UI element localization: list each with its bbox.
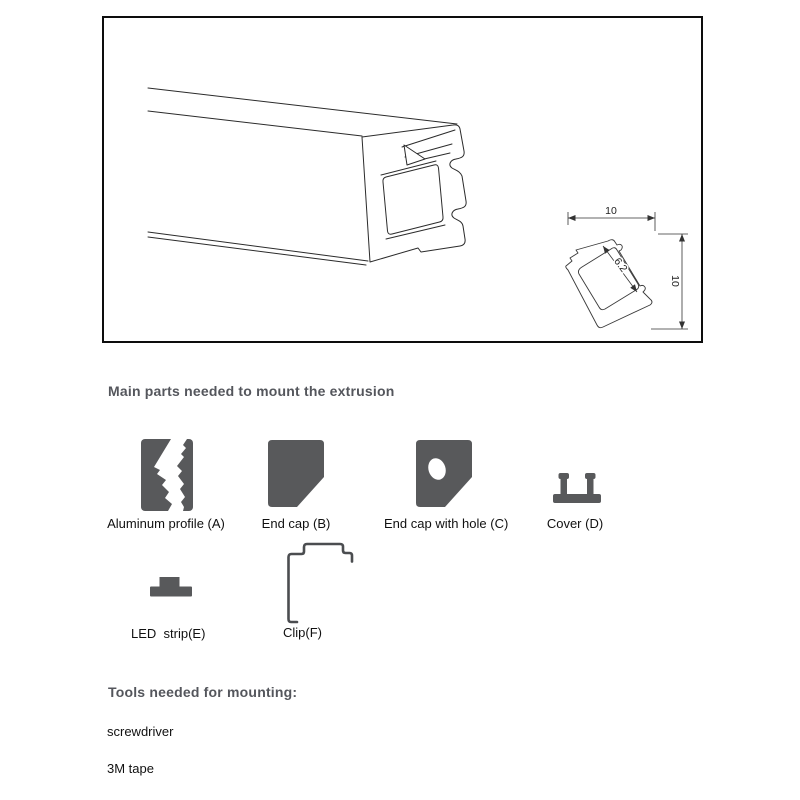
extrusion-3d-drawing (148, 88, 466, 265)
technical-drawing-frame (102, 16, 703, 343)
end-cap-icon (268, 440, 324, 507)
dimension-label-height: 10 (669, 275, 681, 287)
extrusion-drawing-canvas (104, 18, 701, 341)
part-label-led-strip: LED strip(E) (131, 626, 206, 641)
led-strip-icon (150, 577, 193, 598)
clip-icon (286, 541, 356, 625)
aluminum-profile-icon (141, 439, 193, 511)
tool-item-3m-tape: 3M tape (107, 761, 154, 776)
part-label-cover: Cover (D) (546, 516, 604, 531)
dimension-label-width: 10 (605, 205, 617, 217)
cross-section-diagram (566, 205, 688, 329)
dimension-lines (568, 212, 688, 329)
tool-item-screwdriver: screwdriver (107, 724, 174, 739)
part-label-end-cap: End cap (B) (261, 516, 331, 531)
cover-icon (552, 464, 602, 508)
dimension-label-channel: 6.2 (611, 255, 630, 275)
parts-section-heading: Main parts needed to mount the extrusion (108, 383, 395, 399)
tools-section-heading: Tools needed for mounting: (108, 684, 298, 700)
end-cap-with-hole-icon (416, 440, 472, 507)
part-label-end-cap-with-hole: End cap with hole (C) (384, 516, 509, 531)
part-label-aluminum-profile: Aluminum profile (A) (107, 516, 225, 531)
part-label-clip: Clip(F) (283, 625, 322, 640)
